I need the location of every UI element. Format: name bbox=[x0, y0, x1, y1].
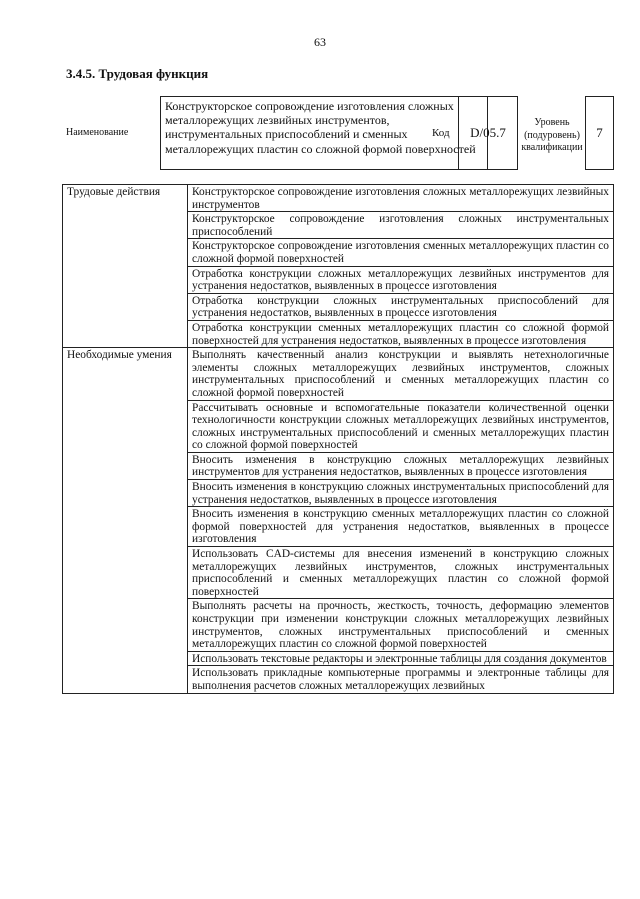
table-cell: Конструкторское сопровождение изготовления сменных металлорежущих пластин со сложной формой поверхностей bbox=[188, 239, 614, 266]
section-title-actions: Трудовые действия bbox=[63, 185, 188, 348]
table-cell: Рассчитывать основные и вспомогательные показатели количественной оценки технологичности конструкции сложных металлорежущих лезвийных инструментов, сложных инструментальных приспособлений и сменных металлорежущих пластин со сложной формой поверхностей bbox=[188, 400, 614, 452]
level-label: Уровень (подуровень) квалификации bbox=[521, 117, 583, 153]
table-cell: Вносить изменения в конструкцию сложных металлорежущих лезвийных инструментов для устранения недостатков, выявленных в процессе изготовления bbox=[188, 452, 614, 479]
code-label: Код bbox=[432, 127, 450, 139]
table-cell: Отработка конструкции сменных металлорежущих пластин со сложной формой поверхностей для устранения недостатков, выявленных в процессе изготовления bbox=[188, 320, 614, 347]
name-value: Конструкторское сопровождение изготовления сложных металлорежущих лезвийных инструментов, инструментальных приспособлений и сменных металлорежущих пластин со сложной формой поверхностей bbox=[160, 96, 488, 170]
page-number: 63 bbox=[314, 35, 326, 49]
section-title-skills: Необходимые умения bbox=[63, 348, 188, 693]
table-row bbox=[63, 348, 614, 400]
table-cell: Использовать текстовые редакторы и электронные таблицы для создания документов bbox=[188, 651, 614, 666]
table-row bbox=[63, 185, 614, 212]
table-cell: Отработка конструкции сложных инструментальных приспособлений для устранения недостатков, выявленных в процессе изготовления bbox=[188, 293, 614, 320]
table-cell: Конструкторское сопровождение изготовления сложных инструментальных приспособлений bbox=[188, 212, 614, 239]
table-cell: Использовать CAD-системы для внесения изменений в конструкцию сложных металлорежущих лезвийных инструментов, сложных инструментальных приспособлений и сменных металлорежущих пластин со сложной формой поверхностей bbox=[188, 547, 614, 599]
table-cell: Вносить изменения в конструкцию сложных инструментальных приспособлений для устранения недостатков, выявленных в процессе изготовления bbox=[188, 480, 614, 507]
table-cell: Использовать прикладные компьютерные программы и электронные таблицы для выполнения расчетов сложных металлорежущих лезвийных bbox=[188, 666, 614, 693]
name-label: Наименование bbox=[66, 127, 129, 138]
table-cell: Отработка конструкции сложных металлорежущих лезвийных инструментов для устранения недостатков, выявленных в процессе изготовления bbox=[188, 266, 614, 293]
section-title: 3.4.5. Трудовая функция bbox=[66, 66, 209, 81]
table-cell: Выполнять качественный анализ конструкции и выявлять нетехнологичные элементы сложных металлорежущих лезвийных инструментов, сложных инструментальных приспособлений и сменных металлорежущих пластин со сложной формой поверхностей bbox=[188, 348, 614, 400]
table-cell: Конструкторское сопровождение изготовления сложных металлорежущих лезвийных инструментов bbox=[188, 185, 614, 212]
table-cell: Выполнять расчеты на прочность, жесткость, точность, деформацию элементов конструкции при изменении конструкции сложных металлорежущих лезвийных инструментов, сложных инструментальных приспособлений и сменных металлорежущих пластин со сложной формой поверхностей bbox=[188, 599, 614, 651]
function-header bbox=[66, 96, 614, 174]
level-value: 7 bbox=[585, 96, 614, 170]
code-value: D/05.7 bbox=[458, 96, 518, 170]
function-table bbox=[62, 184, 614, 694]
table-cell: Вносить изменения в конструкцию сменных металлорежущих пластин со сложной формой поверхностей для устранения недостатков, выявленных в процессе изготовления bbox=[188, 507, 614, 547]
